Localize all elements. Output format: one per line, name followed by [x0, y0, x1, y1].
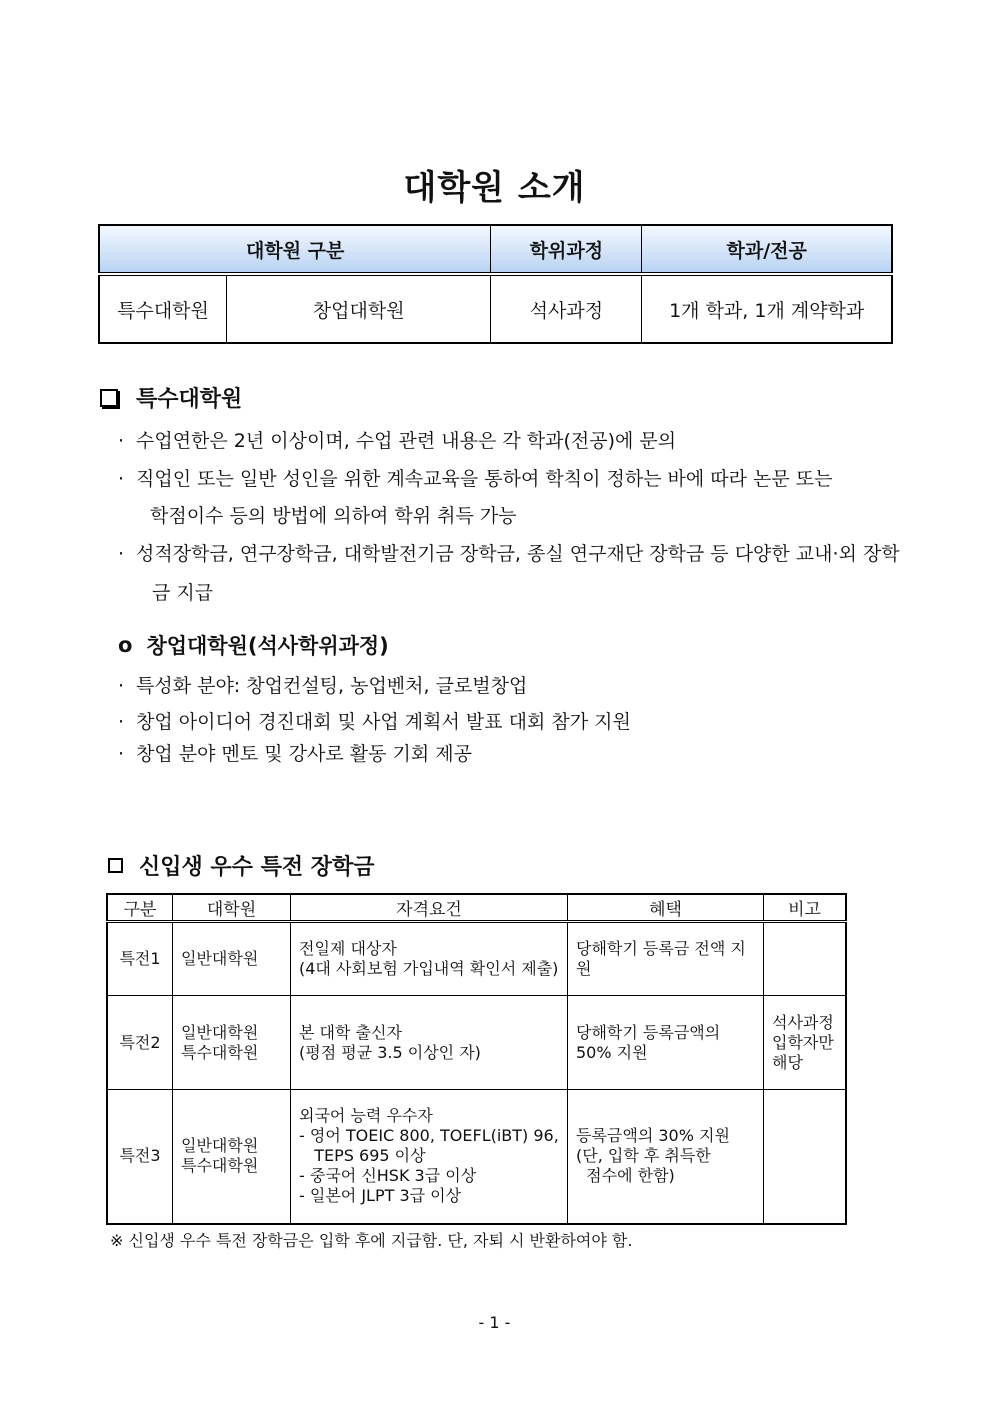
header-school: 대학원 [173, 894, 291, 922]
cell-note: 석사과정 입학자만 해당 [764, 996, 847, 1090]
cell-degree: 석사과정 [491, 274, 642, 343]
startup-heading [118, 630, 389, 660]
footnote: ※ 신입생 우수 특전 장학금은 입학 후에 지급함. 단, 자퇴 시 반환하여야 함. [110, 1231, 633, 1250]
cell-cat: 특전2 [107, 996, 173, 1090]
cell-benefit: 당해학기 등록금 전액 지원 [568, 922, 764, 996]
list-item: · 수업연한은 2년 이상이며, 수업 관련 내용은 각 학과(전공)에 문의 [118, 430, 677, 452]
header-note: 비고 [764, 894, 847, 922]
cell-benefit: 등록금액의 30% 지원 (단, 입학 후 취득한 점수에 한함) [568, 1090, 764, 1224]
cell-cat: 특전3 [107, 1090, 173, 1224]
cell-req: 본 대학 출신자 (평점 평균 3.5 이상인 자) [291, 996, 568, 1090]
special-heading [100, 382, 242, 413]
list-item: · 특성화 분야: 창업컨설팅, 농업벤처, 글로벌창업 [118, 675, 528, 697]
cell-note [764, 1090, 847, 1224]
cell-req: 외국어 능력 우수자 - 영어 TOEIC 800, TOEFL(iBT) 96, TEPS 695 이상 - 중국어 신HSK 3급 이상 - 일본어 JLPT 3급 이상 [291, 1090, 568, 1224]
header-degree: 학위과정 [491, 225, 642, 274]
cell-dept: 1개 학과, 1개 계약학과 [642, 274, 892, 343]
list-item-continuation: 금 지급 [152, 582, 214, 604]
cell-school: 창업대학원 [227, 274, 491, 343]
scholarship-heading-text: 신입생 우수 특전 장학금 [139, 855, 375, 880]
checkbox-square-icon [100, 389, 118, 407]
checkbox-square-icon [108, 858, 123, 873]
header-benefit: 혜택 [568, 894, 764, 922]
page-number: - 1 - [478, 1313, 511, 1332]
circle-marker-icon: o [118, 633, 133, 657]
header-dept: 학과/전공 [642, 225, 892, 274]
list-item: · 창업 분야 멘토 및 강사로 활동 기회 제공 [118, 743, 472, 765]
list-item-continuation: 학점이수 등의 방법에 의하여 학위 취득 가능 [150, 505, 517, 527]
cell-benefit: 당해학기 등록금액의 50% 지원 [568, 996, 764, 1090]
table-row [107, 922, 846, 996]
startup-heading-text: 창업대학원(석사학위과정) [146, 634, 389, 658]
cell-note [764, 922, 847, 996]
list-item: · 직업인 또는 일반 성인을 위한 계속교육을 통하여 학칙이 정하는 바에 따라 논문 또는 [118, 468, 833, 490]
scholarship-heading [108, 850, 375, 881]
cell-req: 전일제 대상자 (4대 사회보험 가입내역 확인서 제출) [291, 922, 568, 996]
cell-cat: 특전1 [107, 922, 173, 996]
cell-type: 특수대학원 [99, 274, 227, 343]
table-row [107, 1090, 846, 1224]
cell-school: 일반대학원 특수대학원 [173, 996, 291, 1090]
list-item: · 성적장학금, 연구장학금, 대학발전기금 장학금, 종실 연구재단 장학금 등 다양한 교내·외 장학 [118, 543, 900, 565]
table-row [107, 996, 846, 1090]
header-graduate-type: 대학원 구분 [99, 225, 491, 274]
scholarship-table [106, 893, 847, 1225]
special-heading-text: 특수대학원 [136, 387, 243, 412]
list-item: · 창업 아이디어 경진대회 및 사업 계획서 발표 대회 참가 지원 [118, 711, 631, 733]
header-cat: 구분 [107, 894, 173, 922]
cell-school: 일반대학원 [173, 922, 291, 996]
graduate-intro-table [98, 224, 893, 344]
page-title: 대학원 소개 [403, 168, 586, 208]
cell-school: 일반대학원 특수대학원 [173, 1090, 291, 1224]
header-req: 자격요건 [291, 894, 568, 922]
